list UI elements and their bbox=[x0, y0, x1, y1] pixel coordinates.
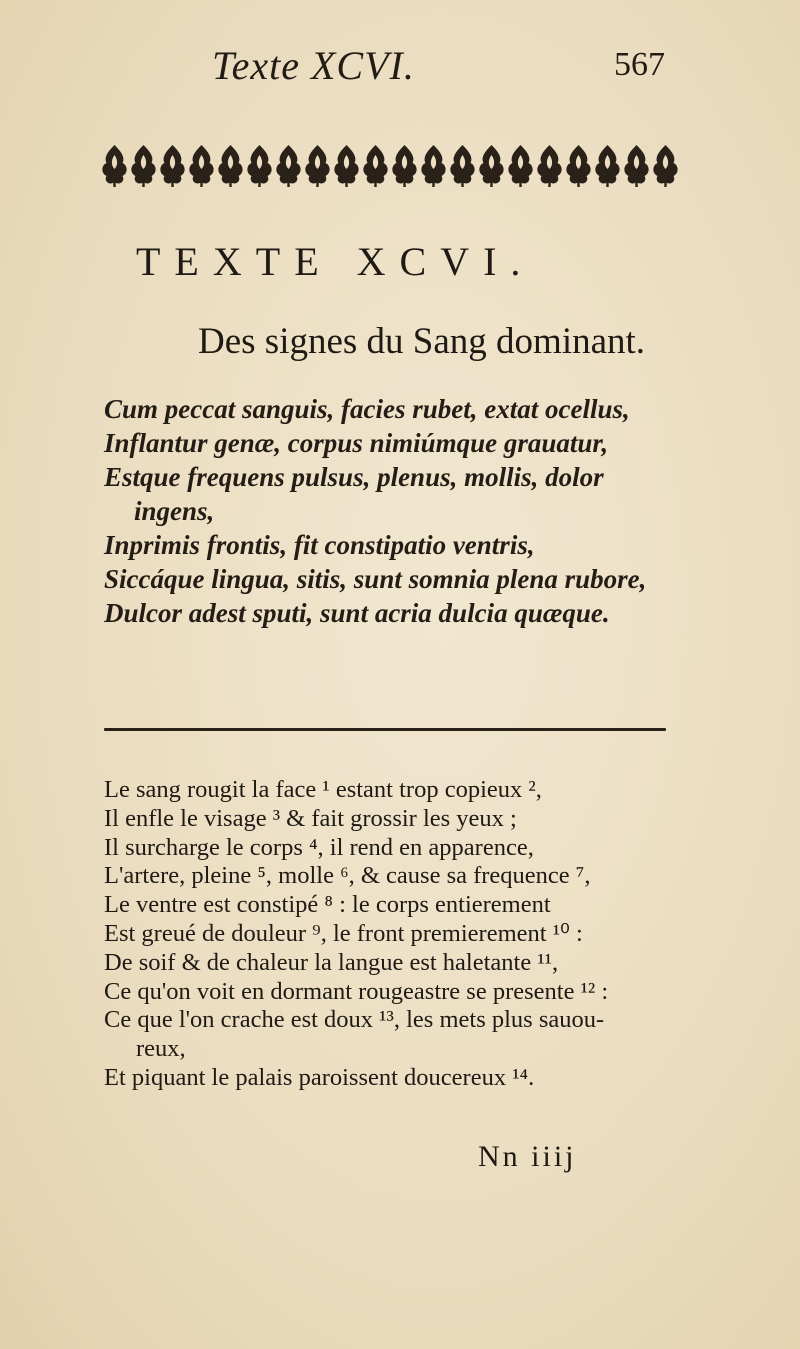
fleuron-glyph-icon bbox=[537, 145, 561, 187]
fleuron-band-icon bbox=[100, 140, 680, 190]
latin-verse-line: Cum peccat sanguis, facies rubet, extat ocellus, bbox=[104, 394, 630, 424]
latin-verse-line: Inflantur genæ, corpus nimiúmque grauatur, bbox=[104, 428, 609, 458]
page-number: 567 bbox=[614, 46, 665, 83]
french-verse bbox=[104, 776, 724, 1093]
french-verse-line: Et piquant le palais paroissent doucereux ¹⁴. bbox=[104, 1063, 535, 1091]
fleuron-glyph-icon bbox=[421, 145, 445, 187]
fleuron-glyph-icon bbox=[276, 145, 300, 187]
french-verse-line: L'artere, pleine ⁵, molle ⁶, & cause sa frequence ⁷, bbox=[104, 862, 591, 890]
fleuron-glyph-icon bbox=[305, 145, 329, 187]
french-verse-line: Est greué de douleur ⁹, le front premierement ¹⁰ : bbox=[104, 919, 583, 947]
latin-verse-line: Siccáque lingua, sitis, sunt somnia plena rubore, bbox=[104, 564, 647, 594]
fleuron-glyph-icon bbox=[508, 145, 532, 187]
fleuron-glyph-icon bbox=[479, 145, 503, 187]
fleuron-glyph-icon bbox=[247, 145, 271, 187]
fleuron-glyph-icon bbox=[189, 145, 213, 187]
fleuron-glyph-icon bbox=[392, 145, 416, 187]
latin-verse bbox=[104, 392, 724, 630]
fleuron-glyph-icon bbox=[450, 145, 474, 187]
french-verse-line: Il enfle le visage ³ & fait grossir les yeux ; bbox=[104, 804, 517, 832]
french-verse-line: Le sang rougit la face ¹ estant trop copieux ², bbox=[104, 776, 542, 803]
fleuron-glyph-icon bbox=[334, 145, 358, 187]
fleuron-glyph-icon bbox=[595, 145, 619, 187]
fleuron-glyph-icon bbox=[102, 145, 126, 187]
fleuron-glyph-icon bbox=[653, 145, 677, 187]
fleuron-glyph-icon bbox=[566, 145, 590, 187]
latin-verse-line: Estque frequens pulsus, plenus, mollis, dolor bbox=[104, 462, 604, 492]
signature-mark: Nn iiij bbox=[478, 1140, 577, 1173]
latin-verse-line: ingens, bbox=[134, 496, 215, 526]
french-verse-line: De soif & de chaleur la langue est haletante ¹¹, bbox=[104, 948, 559, 976]
fleuron-glyph-icon bbox=[624, 145, 648, 187]
divider-rule bbox=[104, 728, 666, 731]
french-verse-line: Il surcharge le corps ⁴, il rend en apparence, bbox=[104, 833, 534, 861]
latin-verse-line: Dulcor adest sputi, sunt acria dulcia quæque. bbox=[104, 598, 610, 628]
fleuron-glyph-icon bbox=[160, 145, 184, 187]
fleuron-glyph-icon bbox=[363, 145, 387, 187]
fleuron-glyph-icon bbox=[131, 145, 155, 187]
french-verse-line: reux, bbox=[136, 1035, 186, 1063]
french-verse-line: Ce que l'on crache est doux ¹³, les mets plus sauou- bbox=[104, 1006, 605, 1034]
french-verse-line: Ce qu'on voit en dormant rougeastre se presente ¹² : bbox=[104, 977, 609, 1005]
fleuron-glyph-icon bbox=[218, 145, 242, 187]
french-verse-line: Le ventre est constipé ⁸ : le corps entierement bbox=[104, 891, 551, 919]
section-subtitle: Des signes du Sang dominant. bbox=[198, 321, 646, 362]
latin-verse-line: Inprimis frontis, fit constipatio ventris, bbox=[104, 530, 535, 560]
section-heading: TEXTE XCVI. bbox=[136, 239, 535, 284]
running-title: Texte XCVI. bbox=[212, 43, 415, 88]
